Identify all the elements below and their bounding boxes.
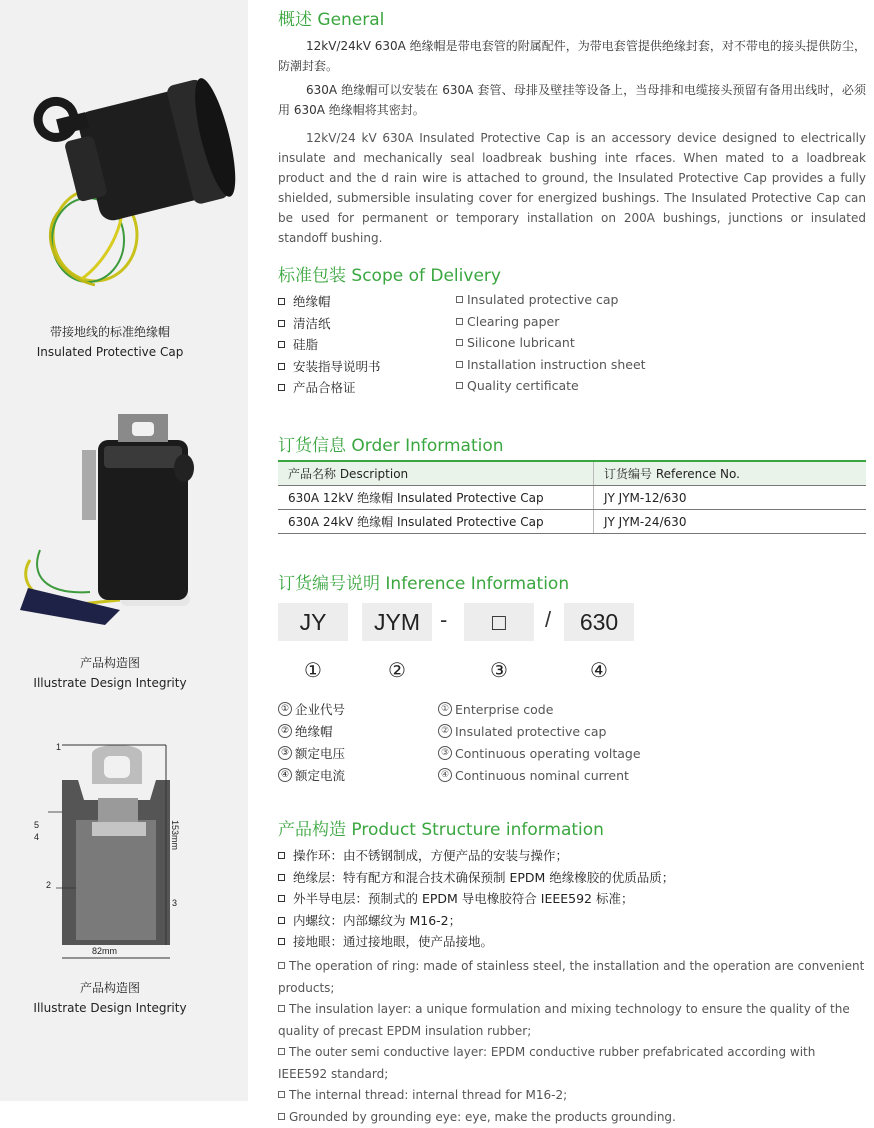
list-item: ② 绝缘帽 xyxy=(278,720,345,742)
table-header-row xyxy=(278,462,866,486)
list-item: Silicone lubricant xyxy=(456,335,646,357)
table-cell: JY JYM-12/630 xyxy=(594,491,866,505)
square-bullet-icon xyxy=(456,318,463,325)
caption-3-cn: 产品构造图 xyxy=(0,978,220,998)
square-bullet-icon xyxy=(278,895,285,902)
column-header: 产品名称 Description xyxy=(278,462,594,485)
caption-2-cn: 产品构造图 xyxy=(0,653,220,673)
list-item: 绝缘帽 xyxy=(278,292,381,314)
structure-title: 产品构造 Product Structure information xyxy=(278,815,604,840)
structure-list-en xyxy=(278,956,868,1128)
square-bullet-icon xyxy=(278,1048,285,1055)
general-cn-1: 12kV/24kV 630A 绝缘帽是带电套管的附属配件，为带电套管提供绝缘封套，对不带电的接头提供防尘，防潮封套。 xyxy=(278,36,866,76)
callout-label: 3 xyxy=(172,898,177,908)
caption-2-en: Illustrate Design Integrity xyxy=(0,673,220,693)
list-item: The operation of ring: made of stainless steel, the installation and the operation are convenient products; xyxy=(278,956,868,999)
square-bullet-icon xyxy=(278,363,285,370)
marker-3: ③ xyxy=(488,659,510,681)
list-item: Insulated protective cap xyxy=(456,292,646,314)
square-bullet-icon xyxy=(456,296,463,303)
list-item: The insulation layer: a unique formulation and mixing technology to ensure the quality of the quality of precast EPDM insulation rubber; xyxy=(278,999,868,1042)
table-cell: 630A 12kV 绝缘帽 Insulated Protective Cap xyxy=(278,486,594,509)
list-item: Clearing paper xyxy=(456,314,646,336)
inference-list-cn xyxy=(278,698,345,786)
callout-label: 1 xyxy=(56,742,61,752)
list-item: 硅脂 xyxy=(278,335,381,357)
structure-list-cn xyxy=(278,846,674,954)
width-dimension: 82mm xyxy=(92,946,117,956)
list-item: 产品合格证 xyxy=(278,378,381,400)
marker-1: ① xyxy=(302,659,324,681)
list-item: 安装指导说明书 xyxy=(278,357,381,379)
code-separator-slash: / xyxy=(545,607,551,633)
code-segment-company: JY xyxy=(278,603,348,641)
delivery-list-en xyxy=(456,292,646,400)
list-item: Quality certificate xyxy=(456,378,646,400)
marker-4: ④ xyxy=(588,659,610,681)
order-title: 订货信息 Order Information xyxy=(278,431,504,456)
general-cn-2: 630A 绝缘帽可以安装在 630A 套管、母排及壁挂等设备上，当母排和电缆接头预留有备用出线时，必须用 630A 绝缘帽将其密封。 xyxy=(278,80,866,120)
table-row xyxy=(278,510,866,534)
delivery-list-cn xyxy=(278,292,381,400)
callout-label: 2 xyxy=(46,880,51,890)
list-item: 外半导电层：预制式的 EPDM 导电橡胶符合 IEEE592 标准； xyxy=(278,889,674,911)
square-bullet-icon xyxy=(456,361,463,368)
list-item: 内螺纹：内部螺纹为 M16-2； xyxy=(278,911,674,933)
table-cell: JY JYM-24/630 xyxy=(594,515,866,529)
square-bullet-icon xyxy=(278,917,285,924)
list-item: ④ 额定电流 xyxy=(278,764,345,786)
list-item: ① 企业代号 xyxy=(278,698,345,720)
square-bullet-icon xyxy=(278,1005,285,1012)
square-bullet-icon xyxy=(278,341,285,348)
caption-1-en: Insulated Protective Cap xyxy=(0,342,220,362)
square-bullet-icon xyxy=(278,852,285,859)
delivery-title: 标准包装 Scope of Delivery xyxy=(278,261,501,286)
square-bullet-icon xyxy=(278,938,285,945)
inference-list-en xyxy=(438,698,641,786)
list-item: Grounded by grounding eye: eye, make the products grounding. xyxy=(278,1107,868,1128)
inference-title: 订货编号说明 Inference Information xyxy=(278,569,569,594)
square-bullet-icon xyxy=(278,298,285,305)
square-bullet-icon xyxy=(278,384,285,391)
list-item: ① Enterprise code xyxy=(438,698,641,720)
square-bullet-icon xyxy=(278,1091,285,1098)
sidebar xyxy=(0,0,248,1101)
marker-2: ② xyxy=(386,659,408,681)
square-bullet-icon xyxy=(456,339,463,346)
list-item: ② Insulated protective cap xyxy=(438,720,641,742)
square-bullet-icon xyxy=(278,962,285,969)
list-item: ④ Continuous nominal current xyxy=(438,764,641,786)
list-item: ③ Continuous operating voltage xyxy=(438,742,641,764)
caption-3-en: Illustrate Design Integrity xyxy=(0,998,220,1018)
callout-label: 4 xyxy=(34,832,39,842)
square-bullet-icon xyxy=(456,382,463,389)
order-table xyxy=(278,460,866,534)
caption-1-cn: 带接地线的标准绝缘帽 xyxy=(0,322,220,342)
square-bullet-icon xyxy=(278,1113,285,1120)
list-item: 绝缘层：特有配方和混合技术确保预制 EPDM 绝缘橡胶的优质品质； xyxy=(278,868,674,890)
general-en: 12kV/24 kV 630A Insulated Protective Cap is an accessory device designed to electrically insulate and mechanically seal loadbreak bushing inte rfaces. When mated to a loadbreak product and the d rain wire is attached to ground, the Insulated Protective Cap provides a fully shielded, submersible insulating cover for energized bushings. The Insulated Protective Cap can be used for permanent or temporary installation on 200A bushings, junctions or insulated standoff bushing. xyxy=(278,128,866,248)
list-item: 操作环：由不锈钢制成，方便产品的安装与操作； xyxy=(278,846,674,868)
list-item: The internal thread: internal thread for M16-2; xyxy=(278,1085,868,1107)
code-separator-dash: - xyxy=(440,607,447,633)
table-cell: 630A 24kV 绝缘帽 Insulated Protective Cap xyxy=(278,510,594,533)
square-bullet-icon xyxy=(278,320,285,327)
code-segment-current: 630 xyxy=(564,603,634,641)
cap-with-ground-wire-photo xyxy=(0,40,248,310)
list-item: 接地眼：通过接地眼，使产品接地。 xyxy=(278,932,674,954)
code-segment-voltage: □ xyxy=(464,603,534,641)
table-row xyxy=(278,486,866,510)
list-item: ③ 额定电压 xyxy=(278,742,345,764)
list-item: Installation instruction sheet xyxy=(456,357,646,379)
general-title: 概述 General xyxy=(278,5,384,30)
callout-label: 5 xyxy=(34,820,39,830)
list-item: The outer semi conductive layer: EPDM conductive rubber prefabricated according with IEEE592 standard; xyxy=(278,1042,868,1085)
list-item: 清洁纸 xyxy=(278,314,381,336)
cap-with-bracket-photo xyxy=(0,410,248,625)
height-dimension: 153mm xyxy=(170,820,180,850)
code-segment-product: JYM xyxy=(362,603,432,641)
cross-section-drawing xyxy=(0,740,248,970)
square-bullet-icon xyxy=(278,874,285,881)
column-header: 订货编号 Reference No. xyxy=(594,465,866,482)
